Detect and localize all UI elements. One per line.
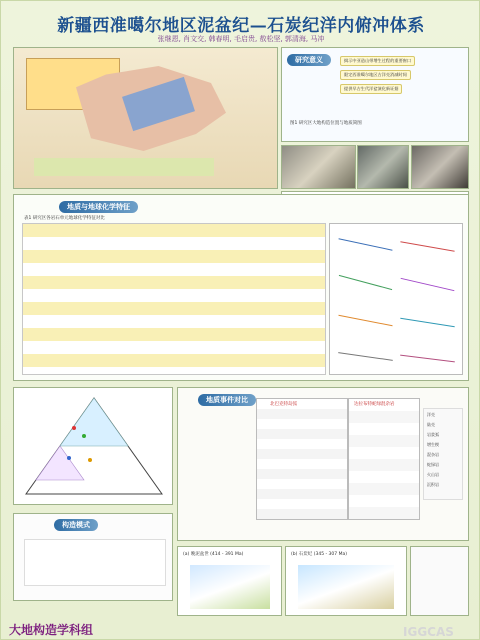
model-header: 构造模式 <box>54 519 98 531</box>
chart-trend <box>400 355 455 363</box>
model-diagram-b <box>285 546 407 616</box>
chart-grid <box>329 223 463 375</box>
comparison-caption-b: 达拉布特蛇绿混杂岩 <box>354 402 395 407</box>
research-group-logo: 大地构造学科组 <box>9 623 94 637</box>
ternary-svg <box>14 388 173 505</box>
legend-item: 增生楔 <box>427 442 439 447</box>
legend-item: 蛇绿岩 <box>427 462 439 467</box>
timeline-a <box>256 398 348 520</box>
model-sketch-b <box>298 565 394 609</box>
research-panel <box>281 47 469 142</box>
comparison-panel <box>177 387 469 541</box>
watermark: IGGCAS <box>403 625 454 639</box>
data-table <box>22 223 326 375</box>
legend-item: 混杂岩 <box>427 452 439 457</box>
field-photo <box>281 145 356 189</box>
geochem-header: 地质与地球化学特征 <box>59 201 138 213</box>
map-basin <box>34 158 214 176</box>
chart-trend <box>339 275 392 290</box>
model-diagram-a <box>177 546 282 616</box>
comparison-caption-a: 北巴克特岛弧 <box>270 402 297 407</box>
timeline-b <box>348 398 420 520</box>
comparison-header: 地质事件对比 <box>198 394 256 406</box>
model-panel <box>13 513 173 601</box>
ternary-panel <box>13 387 173 505</box>
field-photo <box>411 145 469 189</box>
chart-trend <box>401 278 455 291</box>
research-header: 研究意义 <box>287 54 331 66</box>
legend-item: 沉积岩 <box>427 482 439 487</box>
field-photo <box>357 145 409 189</box>
chart-trend <box>400 318 454 328</box>
model-sketch-a <box>190 565 270 609</box>
research-point: 揭示中亚造山带增生过程的重要窗口 <box>340 56 415 66</box>
geochem-caption: 表1 研究区各岩石单元地球化学特征对比 <box>24 216 105 221</box>
legend-item: 岩浆弧 <box>427 432 439 437</box>
model-legend <box>410 546 469 616</box>
legend-box <box>423 408 463 500</box>
poster-authors: 张继恩, 肖文交, 韩春明, 毛启贵, 敖松坚, 郭清海, 马冲 <box>157 35 325 43</box>
poster-title: 新疆西准噶尔地区泥盆纪—石炭纪洋内俯冲体系 <box>57 16 425 36</box>
research-point: 提供早古生代洋盆演化新证据 <box>340 84 402 94</box>
model-caption-a: (a) 晚泥盆世 (414 - 391 Ma) <box>183 552 244 557</box>
geochem-panel <box>13 194 469 381</box>
research-point: 限定西准噶尔地区古洋壳消减时间 <box>340 70 411 80</box>
chart-trend <box>400 241 454 252</box>
legend-item: 洋壳 <box>427 412 435 417</box>
model-caption-b: (b) 石炭纪 (345 - 307 Ma) <box>291 552 347 557</box>
chart-trend <box>338 238 392 250</box>
model-notes <box>24 539 166 586</box>
legend-item: 火山岩 <box>427 472 439 477</box>
research-caption: 图1 研究区大地构造位置与地质简图 <box>290 121 362 126</box>
chart-trend <box>338 315 392 326</box>
geologic-map <box>13 47 278 189</box>
legend-item: 陆壳 <box>427 422 435 427</box>
chart-trend <box>338 352 393 361</box>
